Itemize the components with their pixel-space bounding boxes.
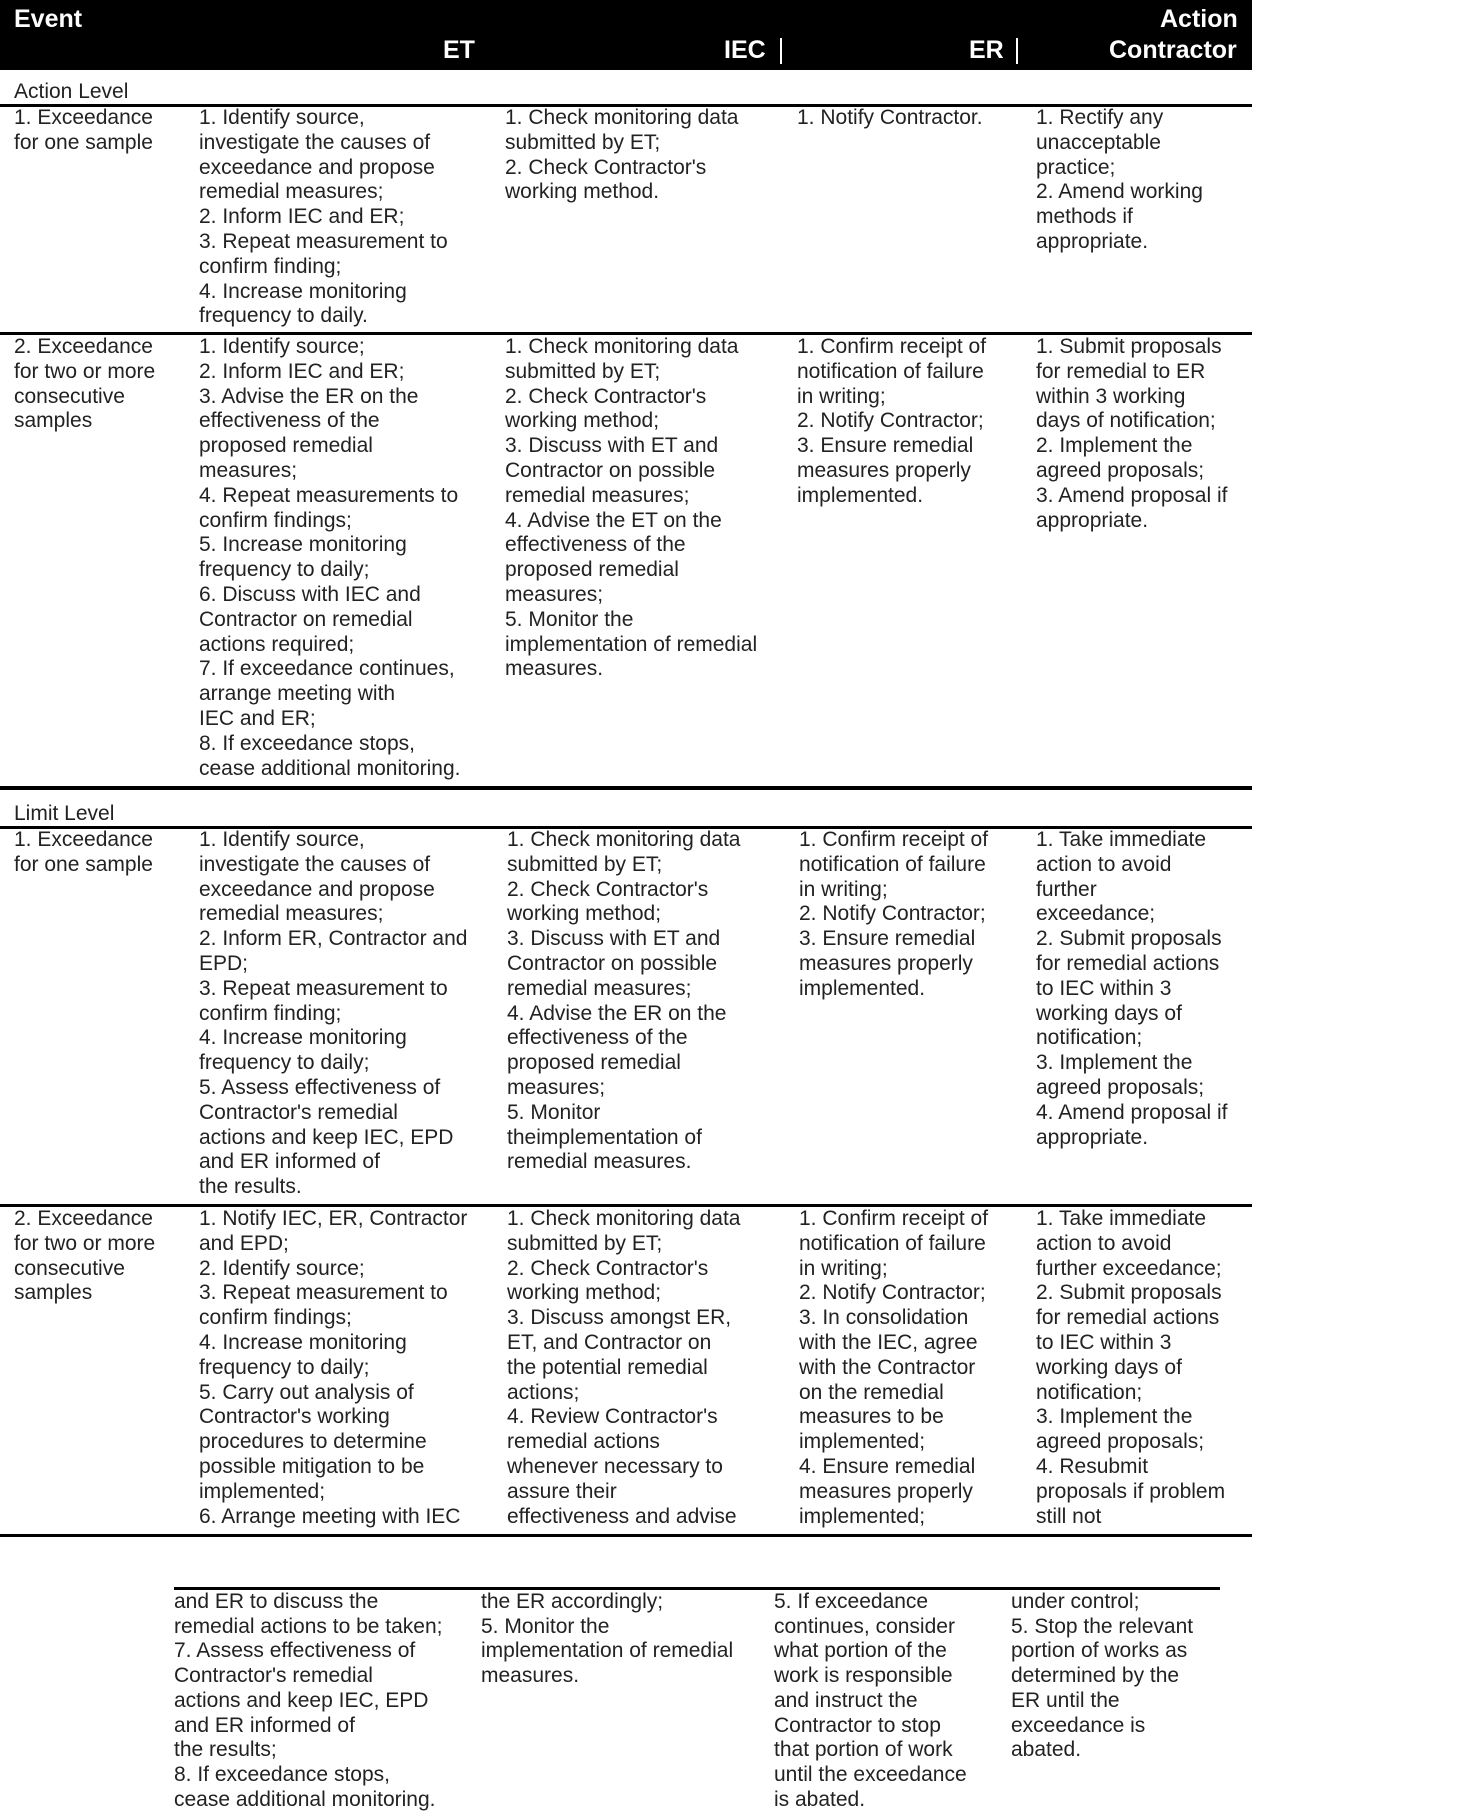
et-cell: 1. Identify source, investigate the causes of exceedance and propose remedial measures; 2. Inform IEC and ER; 3. Repeat measurement to confirm finding; 4. Increase monitoring frequency to daily. [199, 106, 448, 328]
header-event: Event [14, 5, 83, 33]
event-cell: 1. Exceedance for one sample [14, 106, 153, 154]
er-continuation: 5. If exceedance continues, consider what portion of the work is responsible and instruct the Contractor to stop that portion of work until the exceedance is abated. [774, 1590, 967, 1811]
header-action: Action [1160, 5, 1238, 33]
contractor-cell: 1. Take immediate action to avoid further exceedance; 2. Submit proposals for remedial actions to IEC within 3 working days of notification; 3. Implement the agreed proposals; 4. Amend proposal if appropriate. [1036, 828, 1228, 1149]
event-cell: 1. Exceedance for one sample [14, 828, 153, 876]
iec-cell: 1. Check monitoring data submitted by ET; 2. Check Contractor's working method; 3. Discuss amongst ER, ET, and Contractor on the potential remedial actions; 4. Review Contractor's remedial actions whenever necessary to assure their effectiveness and advise [507, 1207, 741, 1528]
iec-cell: 1. Check monitoring data submitted by ET; 2. Check Contractor's working method; 3. Discuss with ET and Contractor on possible remedial measures; 4. Advise the ET on the effectiveness of the proposed remedial measures; 5. Monitor the implementation of remedial measures. [505, 335, 758, 681]
iec-cell: 1. Check monitoring data submitted by ET; 2. Check Contractor's working method. [505, 106, 739, 204]
er-cell: 1. Confirm receipt of notification of failure in writing; 2. Notify Contractor; 3. In consolidation with the IEC, agree with the Contractor on the remedial measures to be implemented; 4. Ensure remedial measures properly implemented; [799, 1207, 989, 1528]
header-et: ET [443, 36, 475, 64]
er-cell: 1. Notify Contractor. [797, 106, 983, 129]
header-contractor: Contractor [1109, 36, 1237, 64]
er-cell: 1. Confirm receipt of notification of failure in writing; 2. Notify Contractor; 3. Ensure remedial measures properly implemented. [799, 828, 989, 1000]
contractor-cell: 1. Take immediate action to avoid further exceedance; 2. Submit proposals for remedial actions to IEC within 3 working days of notification; 3. Implement the agreed proposals; 4. Resubmit proposals if problem still not [1036, 1207, 1226, 1528]
contractor-continuation: under control; 5. Stop the relevant portion of works as determined by the ER until the exceedance is abated. [1011, 1590, 1194, 1762]
header-iec: IEC [724, 36, 766, 64]
header-divider [780, 38, 782, 64]
event-cell: 2. Exceedance for two or more consecutive samples [14, 1207, 156, 1305]
section-label-action-level: Action Level [14, 80, 129, 103]
event-cell: 2. Exceedance for two or more consecutive samples [14, 335, 156, 433]
section-label-limit-level: Limit Level [14, 802, 115, 825]
iec-continuation: the ER accordingly; 5. Monitor the implementation of remedial measures. [481, 1590, 734, 1688]
et-cell: 1. Identify source; 2. Inform IEC and ER; 3. Advise the ER on the effectiveness of the proposed remedial measures; 4. Repeat measurements to confirm findings; 5. Increase monitoring frequency to daily; 6. Discuss with IEC and Contractor on remedial actions required; 7. If exceedance continues, arrange meeting with IEC and ER; 8. If exceedance stops, cease additional monitoring. [199, 335, 461, 780]
er-cell: 1. Confirm receipt of notification of failure in writing; 2. Notify Contractor; 3. Ensure remedial measures properly implemented. [797, 335, 987, 507]
table-header [0, 0, 1252, 70]
contractor-cell: 1. Rectify any unacceptable practice; 2. Amend working methods if appropriate. [1036, 106, 1203, 253]
header-divider [1016, 38, 1018, 64]
section-rule [0, 1534, 1252, 1537]
section-rule [0, 786, 1252, 790]
et-cell: 1. Notify IEC, ER, Contractor and EPD; 2. Identify source; 3. Repeat measurement to confirm findings; 4. Increase monitoring frequency to daily; 5. Carry out analysis of Contractor's working procedures to determine possible mitigation to be implemented; 6. Arrange meeting with IEC [199, 1207, 468, 1528]
et-cell: 1. Identify source, investigate the causes of exceedance and propose remedial measures; 2. Inform ER, Contractor and EPD; 3. Repeat measurement to confirm finding; 4. Increase monitoring frequency to daily; 5. Assess effectiveness of Contractor's remedial actions and keep IEC, EPD and ER informed of the results. [199, 828, 468, 1199]
et-continuation: and ER to discuss the remedial actions to be taken; 7. Assess effectiveness of Contractor's remedial actions and keep IEC, EPD and ER informed of the results; 8. If exceedance stops, cease additional monitoring. [174, 1590, 443, 1811]
iec-cell: 1. Check monitoring data submitted by ET; 2. Check Contractor's working method; 3. Discuss with ET and Contractor on possible remedial measures; 4. Advise the ER on the effectiveness of the proposed remedial measures; 5. Monitor theimplementation of remedial measures. [507, 828, 741, 1174]
header-er: ER [969, 36, 1004, 64]
contractor-cell: 1. Submit proposals for remedial to ER within 3 working days of notification; 2. Implement the agreed proposals; 3. Amend proposal if appropriate. [1036, 335, 1228, 532]
